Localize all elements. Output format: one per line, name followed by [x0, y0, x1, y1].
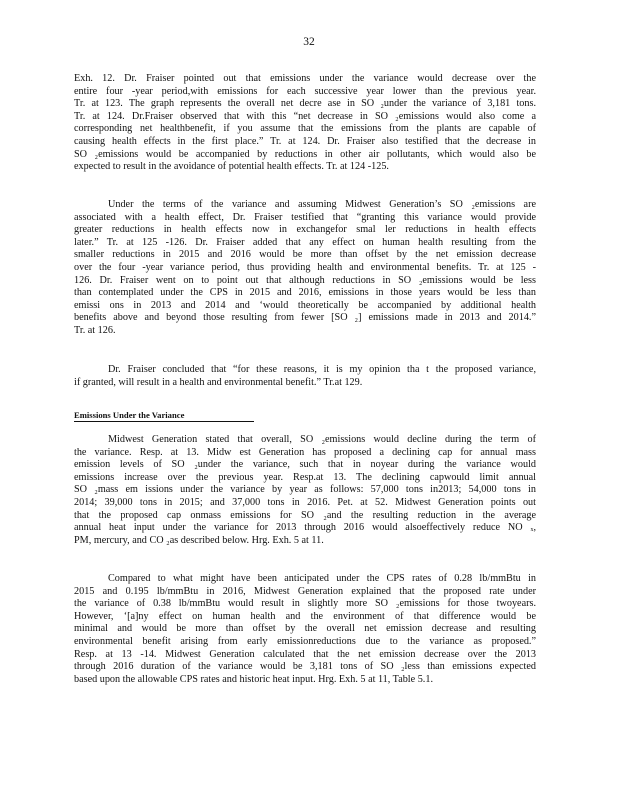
text-line: SO ₂mass em issions under the variance by year as follows: 57,000 tons in2013; 54,000 tons in	[74, 484, 536, 496]
text-line: emission levels of SO ₂under the variance, such that in noyear during the variance would	[74, 459, 536, 471]
text-line: Under the terms of the variance and assuming Midwest Generation’s SO ₂emissions are	[108, 199, 536, 210]
text-line: 126. Dr. Fraiser went on to point out that although reductions in SO ₂emissions would be less	[74, 274, 536, 286]
text-line: 2015 and 0.195 lb/mmBtu in 2016, Midwest Generation explained that the proposed rate under	[74, 585, 536, 597]
paragraph-5	[74, 573, 536, 686]
text-line: 2014; 39,000 tons in 2015; and 37,000 tons in 2016. Pet. at 52. Midwest Generation points out	[74, 496, 536, 508]
text-line: Tr. at 124. Dr.Fraiser observed that with this “net decrease in SO ₂emissions would also come a	[74, 110, 536, 122]
text-line: corresponding net healthbenefit, if you assume that the emissions from the plants are capable of	[74, 123, 536, 135]
text-line: through 2016 duration of the variance would be 3,181 tons of SO ₂less than emissions expected	[74, 661, 536, 673]
text-line: Dr. Fraiser concluded that “for these reasons, it is my opinion tha t the proposed variance,	[108, 364, 536, 375]
paragraph-4	[74, 434, 536, 547]
text-line: Midwest Generation stated that overall, SO ₂emissions would decline during the term of	[108, 434, 536, 445]
text-line: environmental benefit arising from early emissionreductions due to the variance as proposed.”	[74, 635, 536, 647]
text-line: than contemplated under the CPS in 2015 and 2016, emissions in those years would be less than	[74, 287, 536, 299]
text-line: However, ‘[a]ny effect on human health and the environment of that difference would be	[74, 610, 536, 622]
text-line: if granted, will result in a health and environmental benefit.” Tr.at 129.	[74, 376, 363, 388]
page-number: 32	[303, 36, 315, 48]
text-line: entire four -year period,with emissions for each successive year lower than the previous year.	[74, 85, 536, 97]
text-line: Resp. at 13 -14. Midwest Generation calculated that the net emission decrease over the 2013	[74, 648, 536, 660]
text-line: the variance of 0.38 lb/mmBtu would result in slightly more SO ₂emissions for those twoyears.	[74, 598, 536, 610]
text-line: the variance. Resp. at 13. Midw est Generation has proposed a declining cap for annual mass	[74, 446, 536, 458]
section-heading: Emissions Under the Variance	[74, 410, 254, 422]
text-line: minimal and would be more than offset by the overall net emission decrease and resulting	[74, 623, 536, 635]
text-line: annual heat input under the variance for 2013 through 2016 would alsoeffectively reduce NO ₓ,	[74, 522, 536, 534]
text-line: over the four -year variance period, thus providing health and environmental benefits. Tr. at 125 -	[74, 261, 536, 273]
text-line: Tr. at 126.	[74, 324, 116, 336]
text-line: associated with a health effect, Dr. Fraiser testified that “granting this variance would provide	[74, 211, 536, 223]
text-line: Exh. 12. Dr. Fraiser pointed out that emissions under the variance would decrease over the	[74, 73, 536, 84]
text-line: smaller reductions in 2015 and 2016 would be more than offset by the net emission decrease	[74, 249, 536, 261]
paragraph-2	[74, 199, 536, 338]
text-line: causing health effects in the first place.” Tr. at 124. Dr. Fraiser also testified that the decrease in	[74, 135, 536, 147]
text-line: SO ₂emissions would be accompanied by reductions in other air pollutants, which would also be	[74, 148, 536, 160]
text-line: that the proposed cap onmass emissions for SO ₂and the resulting reduction in the average	[74, 509, 536, 521]
text-line: benefits above and beyond those resulting from fewer [SO ₂] emissions made in 2013 and 2014.”	[74, 312, 536, 324]
text-line: emissions increase over the previous year. Resp.at 13. The declining capwould limit annual	[74, 471, 536, 483]
text-line: Compared to what might have been anticipated under the CPS rates of 0.28 lb/mmBtu in	[108, 573, 536, 584]
text-line: later.” Tr. at 125 -126. Dr. Fraiser added that any effect on human health resulting from the	[74, 236, 536, 248]
paragraph-3	[74, 364, 536, 389]
text-line: greater reductions in health effects now in exchangefor smal ler reductions in health effects	[74, 224, 536, 236]
text-line: emissi ons in 2013 and 2014 and ‘would theoretically be accompanied by additional health	[74, 299, 536, 311]
text-line: Tr. at 123. The graph represents the overall net decre ase in SO ₂under the variance of 3,181 tons.	[74, 98, 536, 110]
text-line: expected to result in the avoidance of potential health effects. Tr. at 124 -125.	[74, 161, 389, 173]
text-line: PM, mercury, and CO ₂as described below. Hrg. Exh. 5 at 11.	[74, 534, 324, 546]
text-line: based upon the allowable CPS rates and historic heat input. Hrg. Exh. 5 at 11, Table 5.1.	[74, 673, 433, 685]
paragraph-1	[74, 73, 536, 174]
